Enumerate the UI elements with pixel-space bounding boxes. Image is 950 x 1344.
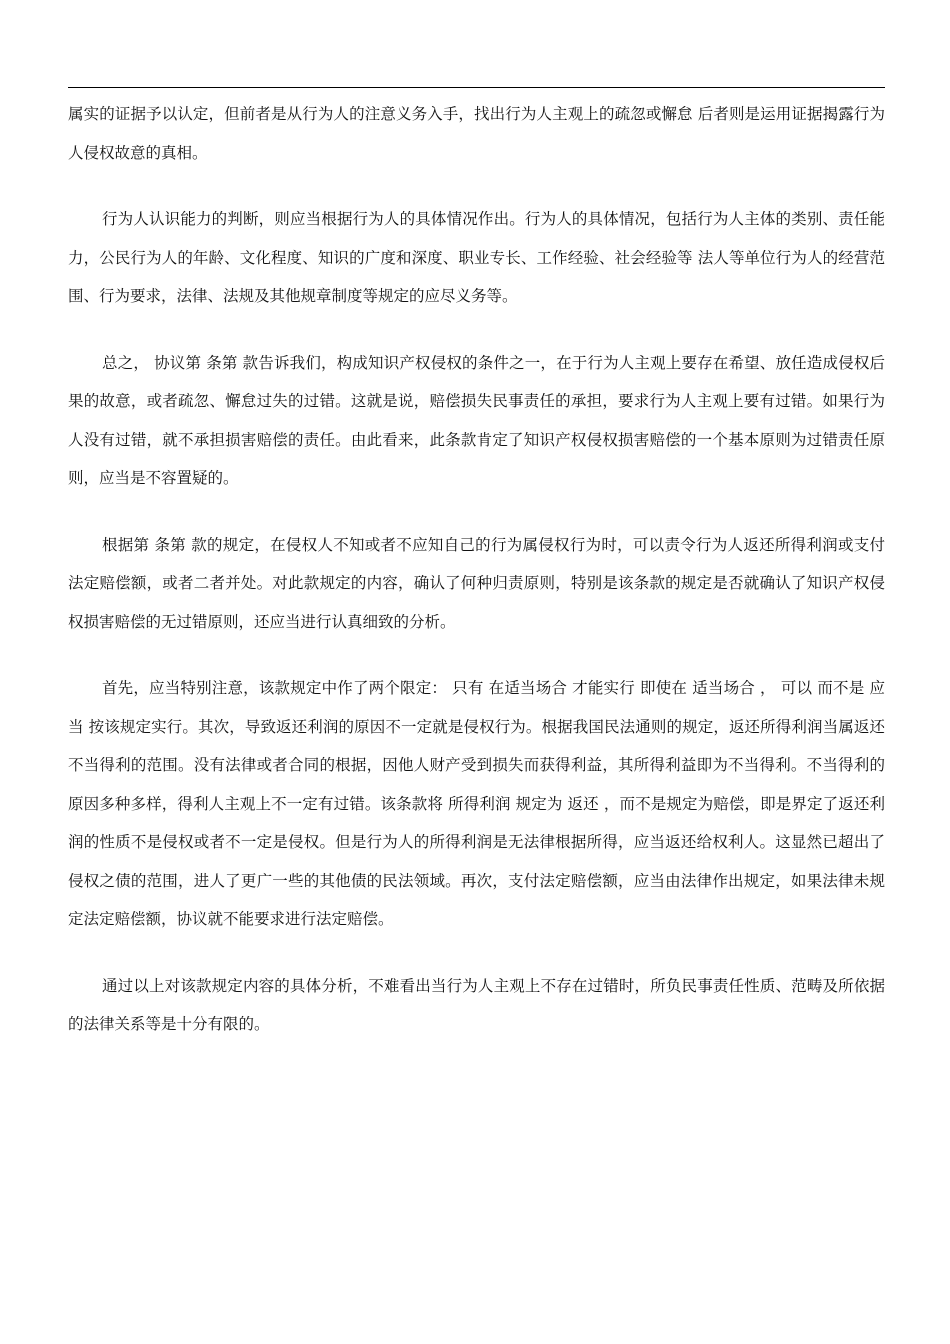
paragraph-5: 首先，应当特别注意，该款规定中作了两个限定： 只有 在适当场合 才能实行 即使在 适当场合 ， 可以 而不是 应当 按该规定实行。其次，导致返还利润的原因不一定就是侵权行为。根据我国民法通则的规定，返还所得利润当属返还不当得利的范围。没有法律或者合同的根据，因他人财产受到损失而获得利益，其所得利益即为不当得利。不当得利的原因多种多样，得利人主观上不一定有过错。该条款将 所得利润 规定为 返还 ，而不是规定为赔偿，即是界定了返还利润的性质不是侵权或者不一定是侵权。但是行为人的所得利润是无法律根据所得，应当返还给权利人。这显然已超出了侵权之债的范围，进人了更广一些的其他债的民法领域。再次，支付法定赔偿额，应当由法律作出规定，如果法律未规定法定赔偿额，协议就不能要求进行法定赔偿。 (68, 679, 885, 928)
document-body (68, 95, 885, 1072)
paragraph-1: 属实的证据予以认定，但前者是从行为人的注意义务入手，找出行为人主观上的疏忽或懈怠 后者则是运用证据揭露行为人侵权故意的真相。 (68, 105, 885, 162)
paragraph-4: 根据第 条第 款的规定，在侵权人不知或者不应知自己的行为属侵权行为时，可以责令行为人返还所得利润或支付法定赔偿额，或者二者并处。对此款规定的内容，确认了何种归责原则，特别是该条款的规定是否就确认了知识产权侵权损害赔偿的无过错原则，还应当进行认真细致的分析。 (68, 535, 885, 631)
paragraph-6: 通过以上对该款规定内容的具体分析，不难看出当行为人主观上不存在过错时，所负民事责任性质、范畴及所依据的法律关系等是十分有限的。 (68, 976, 885, 1033)
paragraph-3: 总之， 协议第 条第 款告诉我们，构成知识产权侵权的条件之一，在于行为人主观上要存在希望、放任造成侵权后果的故意，或者疏忽、懈怠过失的过错。这就是说，赔偿损失民事责任的承担，要求行为人主观上要有过错。如果行为人没有过错，就不承担损害赔偿的责任。由此看来，此条款肯定了知识产权侵权损害赔偿的一个基本原则为过错责任原则，应当是不容置疑的。 (68, 353, 885, 487)
header-rule (68, 87, 885, 88)
paragraph-2: 行为人认识能力的判断，则应当根据行为人的具体情况作出。行为人的具体情况，包括行为人主体的类别、责任能力，公民行为人的年龄、文化程度、知识的广度和深度、职业专长、工作经验、社会经验等 法人等单位行为人的经营范围、行为要求，法律、法规及其他规章制度等规定的应尽义务等。 (68, 210, 885, 305)
